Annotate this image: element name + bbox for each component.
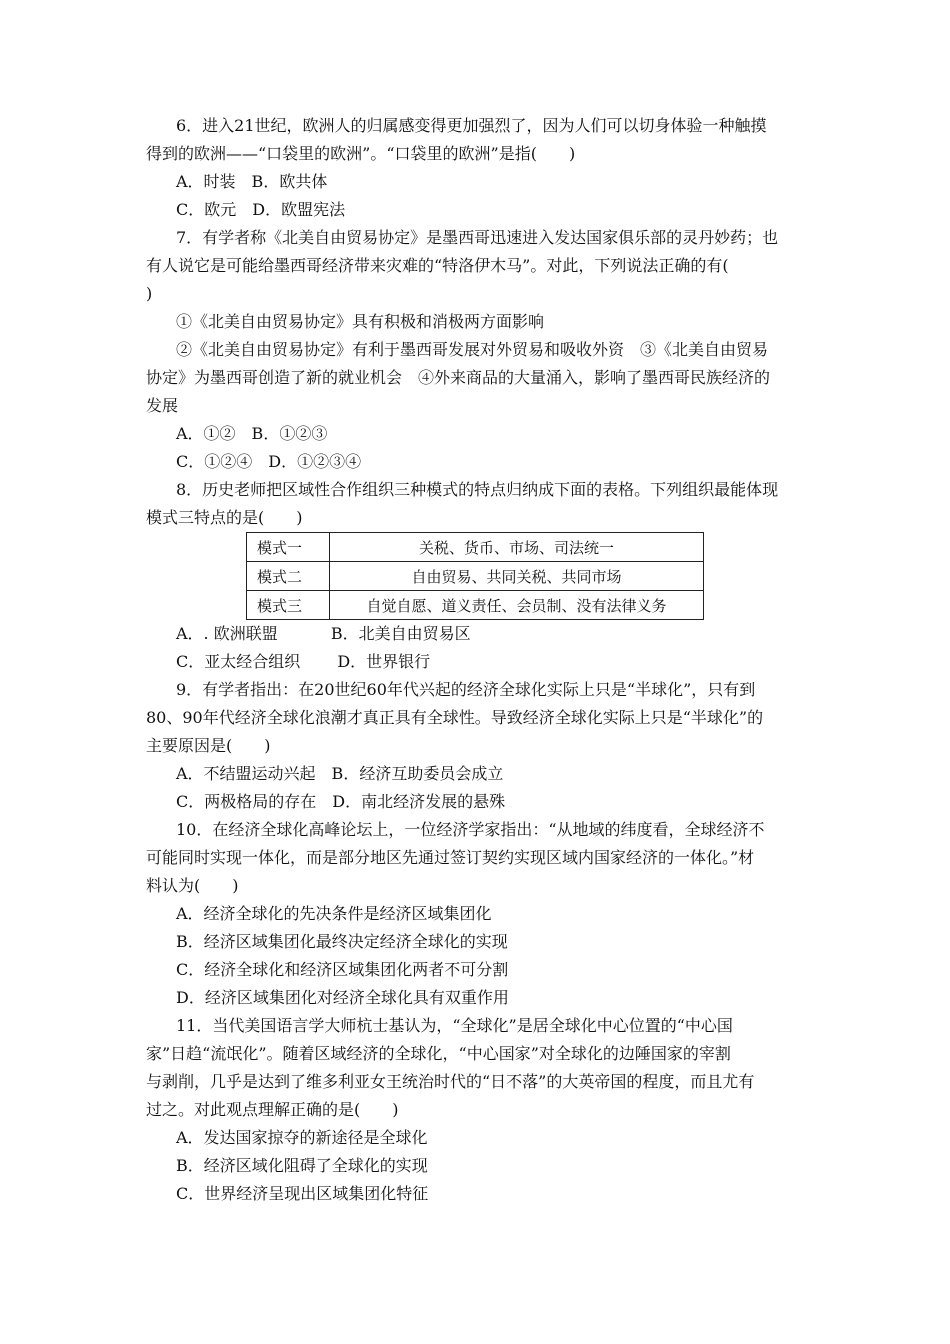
q7-statement-3: 协定》为墨西哥创造了新的就业机会 ④外来商品的大量涌入，影响了墨西哥民族经济的 — [146, 368, 771, 387]
q9-stem-line-2: 80、90年代经济全球化浪潮才真正具有全球性。导致经济全球化实际上只是“半球化”的 — [146, 708, 764, 727]
q10-stem-line-1: 10．在经济全球化高峰论坛上，一位经济学家指出：“从地域的纬度看，全球经济不 — [176, 820, 765, 839]
q11-option-c: C．世界经济呈现出区域集团化特征 — [176, 1184, 429, 1203]
q11-stem-line-4: 过之。对此观点理解正确的是( ) — [146, 1100, 399, 1119]
table-row — [247, 591, 704, 620]
q10-stem-line-3: 料认为( ) — [146, 876, 239, 895]
q7-stem-line-1: 7．有学者称《北美自由贸易协定》是墨西哥迅速进入发达国家俱乐部的灵丹妙药；也 — [176, 228, 779, 247]
mode-table — [246, 532, 704, 620]
q11-stem-line-1: 11．当代美国语言学大师杭士基认为，“全球化”是居全球化中心位置的“中心国 — [176, 1016, 733, 1035]
q11-option-b: B．经济区域化阻碍了全球化的实现 — [176, 1156, 428, 1175]
q10-stem-line-2: 可能同时实现一体化，而是部分地区先通过签订契约实现区域内国家经济的一体化。”材 — [146, 848, 755, 867]
q7-options-cd: C．①②④ D．①②③④ — [176, 452, 362, 471]
mode-description: 自由贸易、共同关税、共同市场 — [330, 562, 704, 591]
q7-statement-2: ②《北美自由贸易协定》有利于墨西哥发展对外贸易和吸收外资 ③《北美自由贸易 — [176, 340, 769, 359]
q6-stem-line-1: 6．进入21世纪，欧洲人的归属感变得更加强烈了，因为人们可以切身体验一种触摸 — [176, 116, 767, 135]
q8-options-cd: C．亚太经合组织 D．世界银行 — [176, 652, 431, 671]
q10-option-c: C．经济全球化和经济区域集团化两者不可分割 — [176, 960, 509, 979]
q10-option-d: D．经济区域集团化对经济全球化具有双重作用 — [176, 988, 509, 1007]
mode-label: 模式一 — [247, 533, 330, 562]
q7-statement-1: ①《北美自由贸易协定》具有积极和消极两方面影响 — [176, 312, 545, 331]
q11-option-a: A．发达国家掠夺的新途径是全球化 — [176, 1128, 428, 1147]
table-row — [247, 562, 704, 591]
q10-option-a: A．经济全球化的先决条件是经济区域集团化 — [176, 904, 492, 923]
mode-description: 自觉自愿、道义责任、会员制、没有法律义务 — [330, 591, 704, 620]
mode-label: 模式三 — [247, 591, 330, 620]
q6-stem-line-2: 得到的欧洲——“口袋里的欧洲”。“口袋里的欧洲”是指( ) — [146, 144, 576, 163]
q6-options-cd: C．欧元 D．欧盟宪法 — [176, 200, 346, 219]
q7-stem-line-3: ) — [146, 284, 153, 303]
q11-stem-line-2: 家”日趋“流氓化”。随着区域经济的全球化，“中心国家”对全球化的边陲国家的宰割 — [146, 1044, 731, 1063]
q7-options-ab: A．①② B．①②③ — [176, 424, 328, 443]
mode-description: 关税、货币、市场、司法统一 — [330, 533, 704, 562]
question-list — [146, 112, 810, 1208]
q8-stem-line-1: 8．历史老师把区域性合作组织三种模式的特点归纳成下面的表格。下列组织最能体现 — [176, 480, 779, 499]
q8-options-ab: A．. 欧洲联盟 B．北美自由贸易区 — [176, 624, 471, 643]
q11-stem-line-3: 与剥削，几乎是达到了维多利亚女王统治时代的“日不落”的大英帝国的程度，而且尤有 — [146, 1072, 755, 1091]
q9-options-ab: A．不结盟运动兴起 B．经济互助委员会成立 — [176, 764, 504, 783]
q7-stem-line-2: 有人说它是可能给墨西哥经济带来灾难的“特洛伊木马”。对此，下列说法正确的有( — [146, 256, 729, 275]
q6-options-ab: A．时装 B．欧共体 — [176, 172, 328, 191]
q9-stem-line-1: 9．有学者指出：在20世纪60年代兴起的经济全球化实际上只是“半球化”，只有到 — [176, 680, 756, 699]
q8-stem-line-2: 模式三特点的是( ) — [146, 508, 303, 527]
q9-options-cd: C．两极格局的存在 D．南北经济发展的悬殊 — [176, 792, 506, 811]
table-row — [247, 533, 704, 562]
q7-statement-4: 发展 — [146, 396, 179, 415]
q10-option-b: B．经济区域集团化最终决定经济全球化的实现 — [176, 932, 508, 951]
mode-label: 模式二 — [247, 562, 330, 591]
q9-stem-line-3: 主要原因是( ) — [146, 736, 271, 755]
